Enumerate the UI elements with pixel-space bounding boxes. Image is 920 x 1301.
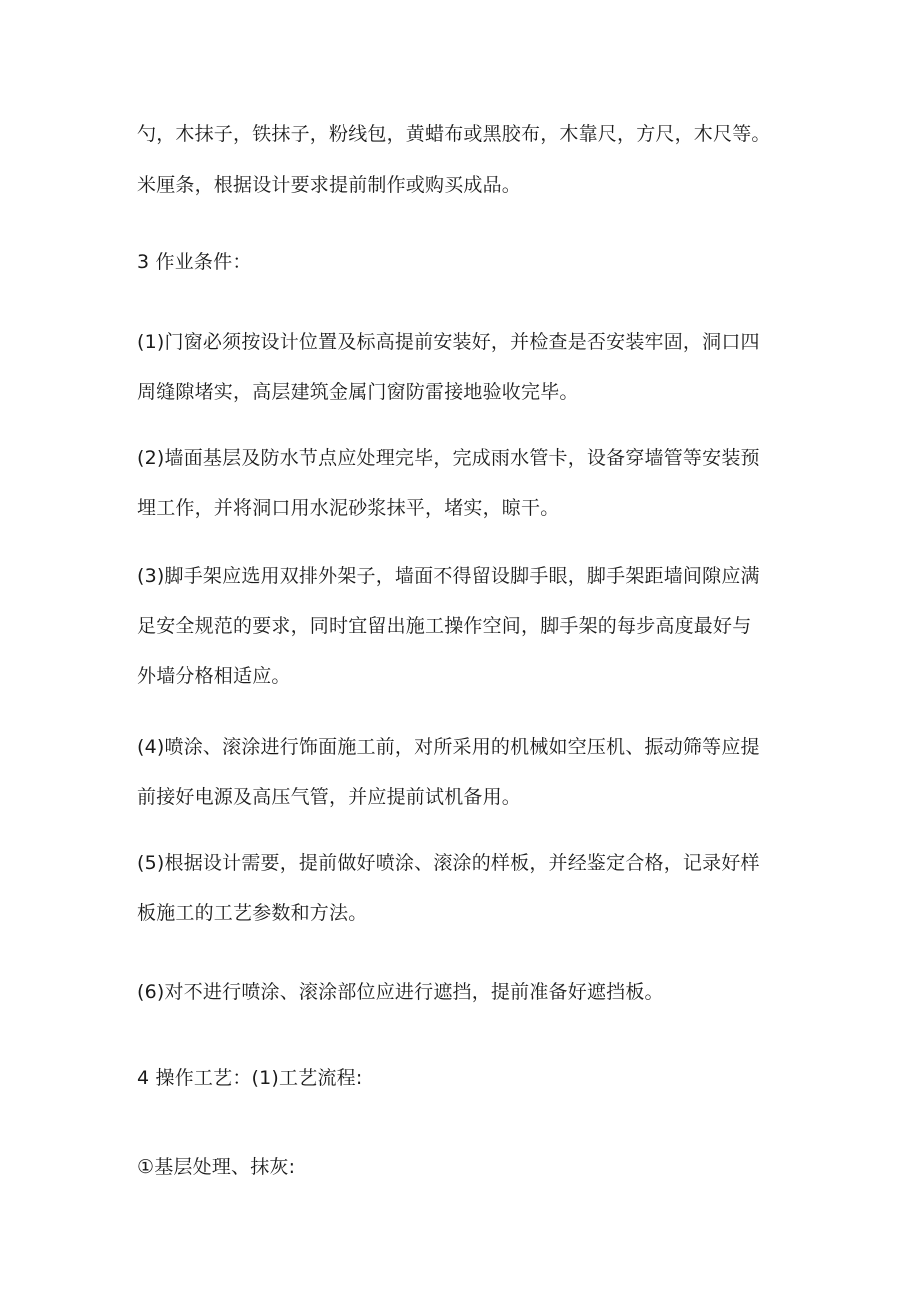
text-line: (5)根据设计需要，提前做好喷涂、滚涂的样板，并经鉴定合格，记录好样 bbox=[137, 852, 760, 874]
text-line: 周缝隙堵实，高层建筑金属门窗防雷接地验收完毕。 bbox=[137, 381, 579, 403]
text-line: (1)门窗必须按设计位置及标高提前安装好，并检查是否安装牢固，洞口四 bbox=[137, 331, 760, 353]
section-heading: 4 操作工艺：(1)工艺流程: bbox=[137, 1067, 363, 1089]
text-line: (2)墙面基层及防水节点应处理完毕，完成雨水管卡，设备穿墙管等安装预 bbox=[137, 447, 760, 469]
subsection-heading: ①基层处理、抹灰: bbox=[137, 1156, 296, 1178]
text-line: 勺，木抹子，铁抹子，粉线包，黄蜡布或黑胶布，木靠尺，方尺，木尺等。 bbox=[137, 123, 771, 145]
text-line: 板施工的工艺参数和方法。 bbox=[137, 902, 368, 924]
section-heading: 3 作业条件： bbox=[137, 251, 252, 273]
text-line: 埋工作，并将洞口用水泥砂浆抹平，堵实，晾干。 bbox=[137, 497, 560, 519]
text-line: 前接好电源及高压气管，并应提前试机备用。 bbox=[137, 786, 522, 808]
text-line: 米厘条，根据设计要求提前制作或购买成品。 bbox=[137, 174, 522, 196]
text-line: 外墙分格相适应。 bbox=[137, 665, 291, 687]
text-line: (3)脚手架应选用双排外架子，墙面不得留设脚手眼，脚手架距墙间隙应满 bbox=[137, 565, 760, 587]
text-line: 足安全规范的要求，同时宜留出施工操作空间，脚手架的每步高度最好与 bbox=[137, 615, 752, 637]
text-line: (4)喷涂、滚涂进行饰面施工前，对所采用的机械如空压机、振动筛等应提 bbox=[137, 736, 760, 758]
text-line: (6)对不进行喷涂、滚涂部位应进行遮挡，提前准备好遮挡板。 bbox=[137, 981, 664, 1003]
